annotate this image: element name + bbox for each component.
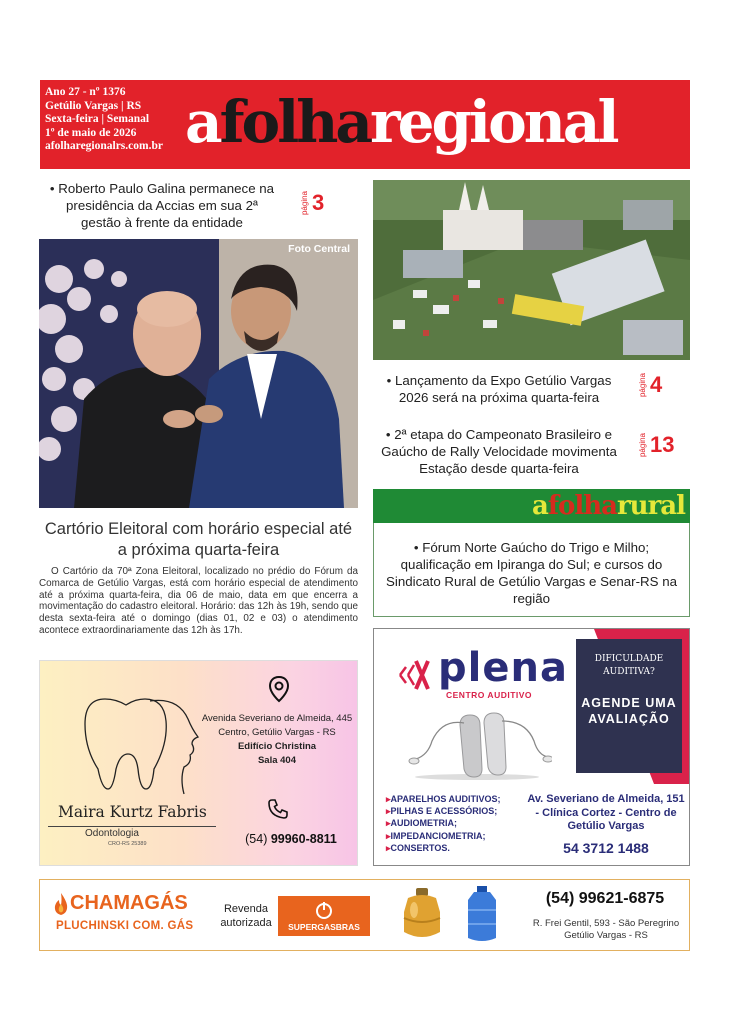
ad-dentist[interactable] <box>39 660 358 866</box>
rural-title-a: a <box>531 491 548 521</box>
edition-website[interactable]: afolharegionalrs.com.br <box>45 140 163 153</box>
dentist-phone-number: 99960-8811 <box>270 832 337 846</box>
page-ref-rally[interactable] <box>638 432 674 458</box>
story-rally[interactable]: • 2ª etapa do Campeonato Brasileiro e Gaúcho de Rally Velocidade movimenta Estação desde quarta-feira <box>381 427 617 476</box>
story-expo[interactable]: • Lançamento da Expo Getúlio Vargas 2026 será na próxima quarta-feira <box>386 373 612 405</box>
ad-chamagas[interactable] <box>39 879 690 951</box>
ad-plena[interactable] <box>373 628 690 866</box>
gas-address-line1: R. Frei Gentil, 593 - São Peregrino <box>532 918 680 929</box>
dentist-building: Edifício Christina <box>237 741 317 752</box>
supergasbras-logo <box>278 896 370 936</box>
page-number: 4 <box>650 372 663 397</box>
page-label: página <box>638 372 647 398</box>
dentist-name: Maira Kurtz Fabris <box>58 803 207 821</box>
aerial-photo-expo <box>373 180 690 360</box>
page-label: página <box>300 190 309 216</box>
page-number: 13 <box>650 432 675 457</box>
dentist-address-line1: Avenida Severiano de Almeida, 445 <box>201 713 353 724</box>
dentist-room: Sala 404 <box>257 755 297 766</box>
title-part-a: a <box>185 88 220 156</box>
masthead <box>40 80 690 169</box>
cover-photo-ceremony <box>39 239 358 508</box>
newspaper-title <box>185 82 617 162</box>
dentist-specialty: Odontologia <box>85 828 139 839</box>
plena-service-1: APARELHOS AUDITIVOS; <box>390 794 501 804</box>
story-rural[interactable]: • Fórum Norte Gaúcho do Trigo e Milho; qualificação em Ipiranga do Sul; e cursos do Sindicato Rural de Getúlio Vargas e Senar-RS na região <box>386 540 677 606</box>
plena-service-5: CONSERTOS. <box>390 842 450 853</box>
gas-cylinder-icon <box>400 888 444 944</box>
page-label: página <box>638 432 647 458</box>
ceremony-photo-illustration <box>39 239 358 508</box>
plena-services: ▸APARELHOS AUDITIVOS; ▸PILHAS E ACESSÓRIOS; ▸AUDIOMETRIA; ▸IMPEDANCIOMETRIA; ▸CONSERTOS. <box>386 794 501 853</box>
gas-reseller: Revenda autorizada <box>220 903 272 929</box>
dentist-cro: CRO-RS 25389 <box>108 841 147 847</box>
hearing-aid-icon <box>402 711 552 781</box>
plena-cta-box[interactable] <box>576 639 682 773</box>
plena-service-3: AUDIOMETRIA; <box>390 818 458 829</box>
edition-frequency: Sexta-feira | Semanal <box>45 113 150 126</box>
power-icon <box>314 900 334 920</box>
plena-service-4: IMPEDANCIOMETRIA; <box>390 830 486 841</box>
plena-brand: plena <box>438 645 568 691</box>
aerial-photo-illustration <box>373 180 690 360</box>
gas-address-line2: Getúlio Vargas - RS <box>564 930 648 941</box>
plena-phone[interactable]: 54 3712 1488 <box>563 840 649 856</box>
flame-icon <box>52 892 70 916</box>
location-pin-icon <box>268 675 290 703</box>
page-ref-accias[interactable] <box>300 190 324 216</box>
title-part-regional: regional <box>370 88 617 156</box>
headline-title[interactable]: Cartório Eleitoral com horário especial até a próxima quarta-feira <box>44 520 353 559</box>
dentist-address-line2: Centro, Getúlio Vargas - RS <box>218 727 336 738</box>
rural-title-folha: folha <box>547 491 617 521</box>
dentist-phone[interactable] <box>236 832 346 846</box>
rural-section-title <box>532 489 685 523</box>
plena-cta-action: AGENDE UMA AVALIAÇÃO <box>581 696 677 726</box>
edition-number: Ano 27 - nº 1376 <box>45 86 126 98</box>
gas-brand: CHAMAGÁS <box>70 892 188 914</box>
plena-logo-icon <box>396 657 442 693</box>
gas-phone[interactable]: (54) 99621-6875 <box>545 890 665 907</box>
dentist-phone-prefix: (54) <box>245 832 271 846</box>
edition-city: Getúlio Vargas | RS <box>45 99 142 112</box>
supergasbras-text: SUPERGASBRAS <box>288 922 360 932</box>
page-number: 3 <box>312 190 325 215</box>
gas-company: PLUCHINSKI COM. GÁS <box>56 920 194 932</box>
plena-cta-question: DIFICULDADE AUDITIVA? <box>594 654 664 677</box>
water-jug-icon <box>464 886 500 944</box>
plena-subtitle: CENTRO AUDITIVO <box>446 690 533 700</box>
edition-date: 1º de maio de 2026 <box>45 126 137 139</box>
title-part-folha: folha <box>219 88 371 156</box>
rural-title-rural: rural <box>616 491 685 521</box>
page-ref-expo[interactable] <box>638 372 662 398</box>
plena-service-2: PILHAS E ACESSÓRIOS; <box>390 806 498 817</box>
headline-body: O Cartório da 70ª Zona Eleitoral, localizado no prédio do Fórum da Comarca de Getúlio Vargas, está com horário especial de atendimento até a próxima quarta-feira, dia 06 de maio, data em que encerra a movimentação do cadastro eleitoral. Horário: das 12h às 19h, sendo que desta sexta-feira até o domingo (dias 01, 02 e 03) o atendimento acontece extraordinariamente das 12h às 17h. <box>39 566 358 636</box>
story-accias[interactable]: • Roberto Paulo Galina permanece na presidência da Accias em sua 2ª gestão à frente da entidade <box>49 181 275 230</box>
dentist-divider <box>48 826 216 827</box>
photo-credit: Foto Central <box>288 243 350 255</box>
gas-address <box>528 918 684 942</box>
phone-icon <box>266 797 290 821</box>
dentist-address <box>188 712 358 768</box>
rural-section-header <box>373 489 690 523</box>
plena-address: Av. Severiano de Almeida, 151 - Clínica Cortez - Centro de Getúlio Vargas <box>527 793 685 832</box>
